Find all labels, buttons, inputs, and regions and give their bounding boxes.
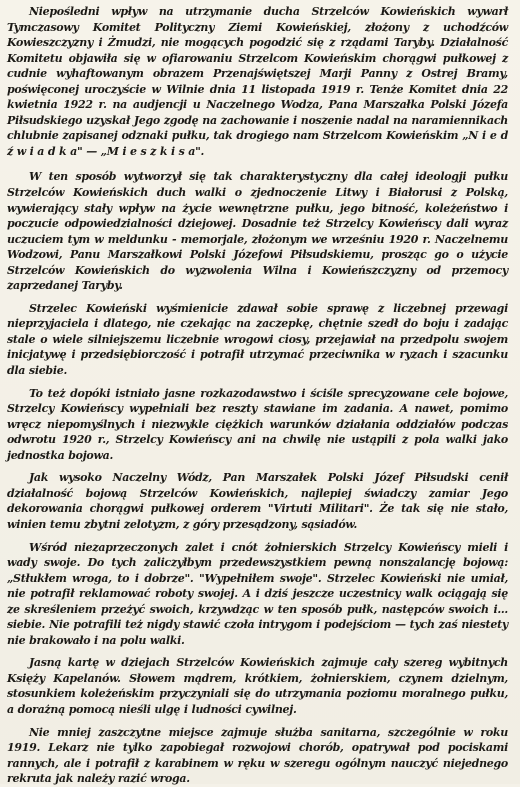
paragraph-6: Wśród niezaprzeczonych zalet i cnót żołnierskich Strzelcy Kowieńscy mieli i wady swoje. Do tych zaliczyłbym przedewszystkiem pewną nonszalancję bojową: „Stłukłem wroga, to i dobrze". "Wypełniłem swoje". Strzelec Kowieński nie umiał, nie potrafił reklamować roboty swojej. A i dziś jeszcze uczestnicy walk ociągają się ze skreśleniem przeżyć swoich, krzywdząc w ten sposób pułk, następców swoich i... siebie. Nie potrafili też nigdy stawić czoła intrygom i podejściom — tych zaś niestety nie brakowało i na polu walki. bbox=[7, 540, 508, 647]
paragraph-7: Jasną kartę w dziejach Strzelców Kowieńskich zajmuje cały szereg wybitnych Księży Kapelanów. Słowem mądrem, krótkiem, żołnierskiem, czynem dzielnym, stosunkiem koleżeńskim przyczyniali się do utrzymania poziomu moralnego pułku, a dorażną pomocą nieśli ulgę i ludności cywilnej. bbox=[7, 656, 508, 716]
paragraph-1: Niepośledni wpływ na utrzymanie ducha Strzelców Kowieńskich wywarł Tymczasowy Komitet Polityczny Ziemi Kowieńskiej, złożony z uchodźców Kowieszczyzny i Żmudzi, nie mogących pogodzić się z rządami Taryby. Działalność Komitetu objawiła się w ofiarowaniu Strzelcom Kowieńskim chorągwi pułkowej z cudnie wyhaftowanym obrazem Przenajświętszej Marji Panny z Ostrej Bramy, poświęconej uroczyście w Wilnie dnia 11 listopada 1919 r. Tenże Komitet dnia 22 kwietnia 1922 r. na audjencji u Naczelnego Wodza, Pana Marszałka Polski Józefa Piłsudskiego uzyskał Jego zgodę na zachowanie i noszenie nadal na naramiennikach chlubnie zapisanej odznaki pułku, tak drogiego nam Strzelcom Kowieńskim „N i e d ź w i a d k a" — „M i e s z k i s a". bbox=[7, 5, 508, 158]
paragraph-2: W ten sposób wytworzył się tak charakterystyczny dla całej ideologji pułku Strzelców Kowieńskich duch walki o zjednoczenie Litwy i Białorusi z Polską, wywierający stały wpływ na życie wewnętrzne pułku, jego bitność, koleżeństwo i poczucie odpowiedzialności dziejowej. Dosadnie też Strzelcy Kowieńscy dali wyraz uczuciem tym w meldunku - memorjale, złożonym we wrześniu 1920 r. Naczelnemu Wodzowi, Panu Marszałkowi Polski Józefowi Piłsudskiemu, prosząc go o użycie Strzelców Kowieńskich do wyzwolenia Wilna i Kowieńszczyzny od przemocy zaprzedanej Taryby. bbox=[7, 170, 508, 293]
paragraph-4: To też dopóki istniało jasne rozkazodawstwo i ściśle sprecyzowane cele bojowe, Strzelcy Kowieńscy wypełniali bez reszty stawiane im zadania. A nawet, pomimo wręcz niepomyślnych i niezwykle ciężkich warunków działania oddziałów podczas odwrotu 1920 r., Strzelcy Kowieńscy ani na chwilę nie ustąpili z pola walki jako jednostka bojowa. bbox=[7, 386, 508, 462]
paragraph-5: Jak wysoko Naczelny Wódz, Pan Marszałek Polski Józef Piłsudski cenił działalność bojową Strzelców Kowieńskich, najlepiej świadczy zamiar Jego dekorowania chorągwi pułkowej orderem "Virtuti Militari". Że tak się nie stało, winien temu zbytni zelotyzm, z góry przesądzony, sąsiadów. bbox=[7, 471, 508, 531]
paragraph-3: Strzelec Kowieński wyśmienicie zdawał sobie sprawę z liczebnej przewagi nieprzyjaciela i dlatego, nie czekając na zaczepkę, chętnie szedł do boju i zadając stale o wiele silniejszemu liczebnie wrogowi ciosy, przejawiał na przedpolu swojem inicjatywę i przedsiębiorczość i potrafił utrzymać przeciwnika w ryzach i szacunku dla siebie. bbox=[7, 301, 508, 378]
paragraph-8: Nie mniej zaszczytne miejsce zajmuje służba sanitarna, szczególnie w roku 1919. Lekarz nie tylko zapobiegał rozwojowi chorób, opatrywał pod pociskami rannych, ale i potrafił z karabinem w ręku w szeregu ogólnym nauczyć niejednego rekruta jak należy razić wroga. bbox=[7, 725, 508, 786]
